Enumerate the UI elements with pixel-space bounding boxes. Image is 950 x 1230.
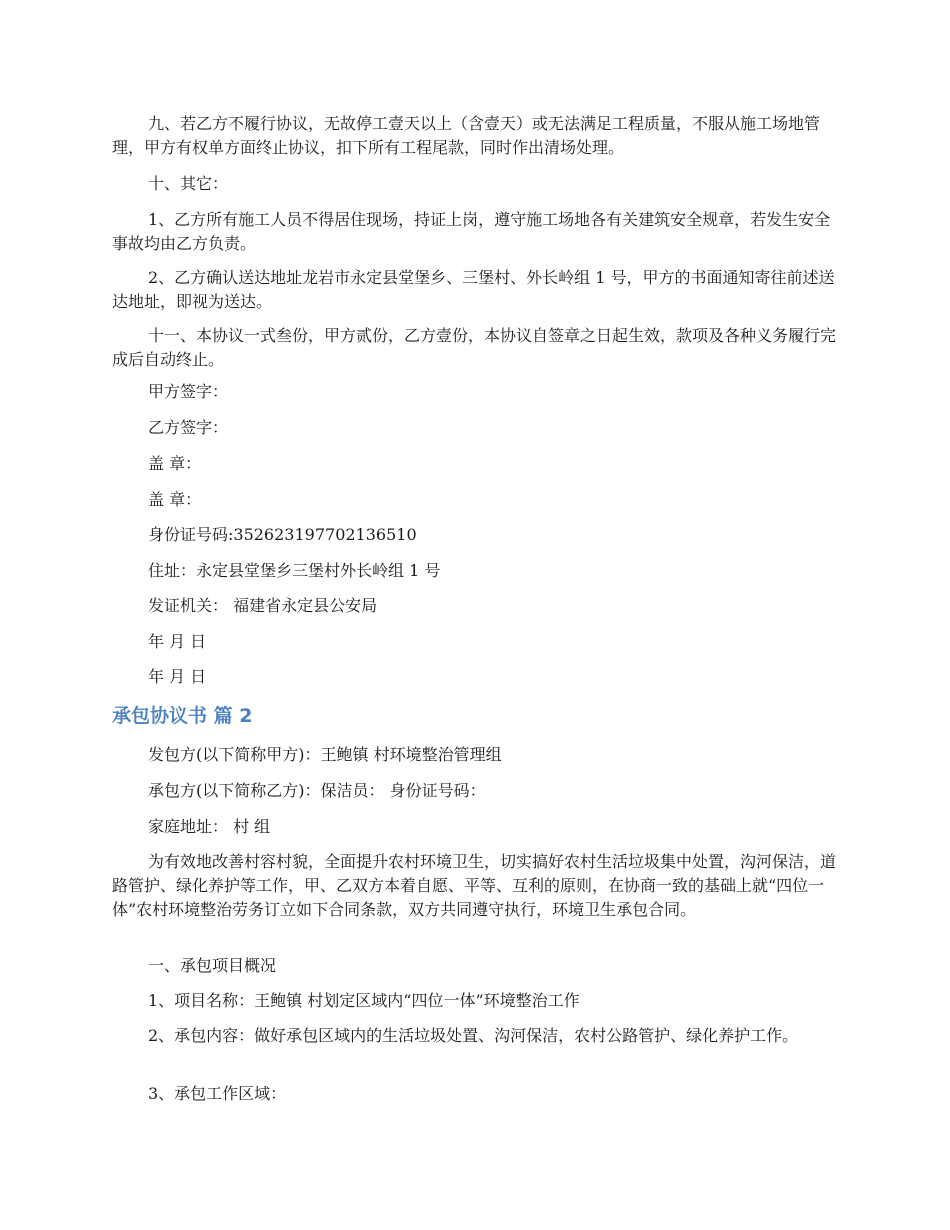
home-address: 家庭地址： 村 组 [148, 817, 271, 836]
contract-content: 2、承包内容：做好承包区域内的生活垃圾处置、沟河保洁，农村公路管护、绿化养护工作。 [148, 1026, 799, 1045]
party-b-signature: 乙方签字： [148, 418, 229, 437]
address: 住址：永定县堂堡乡三堡村外长岭组 1 号 [148, 561, 441, 580]
project-overview-title: 一、承包项目概况 [148, 956, 277, 975]
issuing-authority: 发证机关： 福建省永定县公安局 [148, 596, 378, 615]
id-number: 身份证号码:352623197702136510 [148, 525, 417, 544]
contractor-party-b: 承包方(以下简称乙方)：保洁员： 身份证号码： [148, 781, 486, 800]
contractor-issuer: 发包方(以下简称甲方)：王鲍镇 村环境整治管理组 [148, 745, 502, 764]
date-line-2: 年 月 日 [148, 667, 207, 686]
project-name: 1、项目名称：王鲍镇 村划定区域内“四位一体”环境整治工作 [148, 991, 580, 1010]
party-a-signature: 甲方签字： [148, 382, 229, 401]
date-line-1: 年 月 日 [148, 632, 207, 651]
preamble-paragraph: 为有效地改善村容村貌，全面提升农村环境卫生，切实搞好农村生活垃圾集中处置，沟河保洁，道路管护、绿化养护等工作，甲、乙双方本着自愿、平等、互利的原则，在协商一致的基础上就“四位一体”农村环境整治劳务订立如下合同条款，双方共同遵守执行，环境卫生承包合同。 [112, 852, 837, 919]
paragraph-clause-10-1: 1、乙方所有施工人员不得居住现场，持证上岗，遵守施工场地各有关建筑安全规章，若发生安全事故均由乙方负责。 [112, 210, 831, 253]
paragraph-clause-11: 十一、本协议一式叁份，甲方贰份，乙方壹份，本协议自签章之日起生效，款项及各种义务履行完成后自动终止。 [112, 326, 837, 369]
paragraph-clause-9: 九、若乙方不履行协议，无故停工壹天以上（含壹天）或无法满足工程质量，不服从施工场地管理，甲方有权单方面终止协议，扣下所有工程尾款，同时作出清场处理。 [112, 114, 821, 157]
section-heading: 承包协议书 篇 2 [112, 705, 253, 727]
seal-line-1: 盖 章： [148, 454, 202, 473]
paragraph-clause-10-2: 2、乙方确认送达地址龙岩市永定县堂堡乡、三堡村、外长岭组 1 号，甲方的书面通知寄往前述送达地址，即视为送达。 [112, 268, 835, 311]
paragraph-clause-10-title: 十、其它： [148, 174, 229, 193]
seal-line-2: 盖 章： [148, 490, 202, 509]
work-area: 3、承包工作区域： [148, 1084, 287, 1103]
